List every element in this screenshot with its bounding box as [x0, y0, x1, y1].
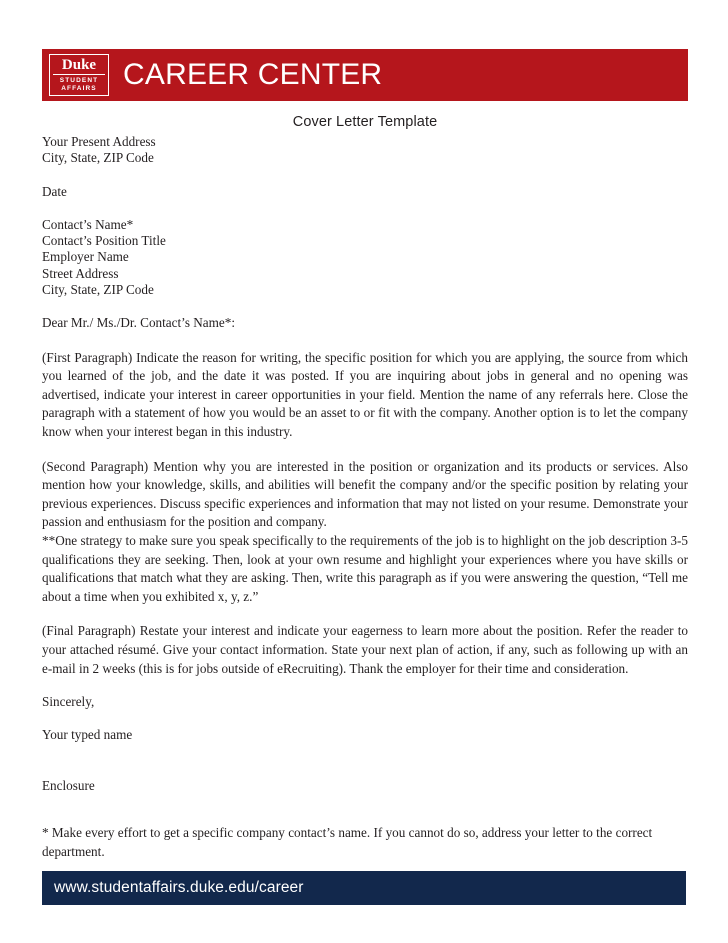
spacer — [42, 710, 688, 727]
recipient-address-line: Street Address — [42, 265, 119, 281]
footer-bar — [42, 871, 686, 905]
spacer — [42, 606, 688, 622]
paragraph-final: (Final Paragraph) Restate your interest and indicate your eagerness to learn more about the position. Refer the reader to your attached résumé. Give your contact information. State your next plan of action, if any, such as following up with an e-mail in 2 weeks (this is for jobs outside of eRecruiting). Thank the employer for their time and consideration. — [42, 623, 688, 676]
footer-url[interactable]: www.studentaffairs.duke.edu/career — [54, 879, 304, 896]
header-title: CAREER CENTER — [123, 58, 383, 91]
sender-address-block — [42, 134, 688, 167]
recipient-address-block — [42, 217, 688, 298]
spacer — [42, 678, 688, 694]
enclosure-block — [42, 778, 688, 794]
signature-name-line: Your typed name — [42, 727, 133, 743]
salutation-line: Dear Mr./ Ms./Dr. Contact’s Name*: — [42, 315, 236, 331]
closing — [42, 694, 688, 710]
duke-wordmark: Duke — [53, 57, 105, 75]
enclosure-line: Enclosure — [42, 777, 95, 793]
paragraph-first: (First Paragraph) Indicate the reason for writing, the specific position for which you are applying, the source from which you learned of the job, and the date it was posted. If you are inquiring about jobs in general and no opening was advertised, indicate your interest in career opportunities in your field. Mention the name of any referrals here. Close the paragraph with a statement of how you would be an asset to or fit with the company. Another option is to let the company know when your interest began in this industry. — [42, 349, 688, 440]
page-title: Cover Letter Template — [292, 114, 438, 130]
recipient-address-line: Contact’s Position Title — [42, 233, 166, 249]
spacer — [42, 298, 688, 315]
recipient-address-line: Contact’s Name* — [42, 216, 134, 232]
closing-line: Sincerely, — [42, 694, 95, 710]
signature-block — [42, 727, 688, 743]
duke-logo-subtitle-line2: AFFAIRS — [61, 85, 97, 92]
date-line: Date — [42, 183, 67, 199]
spacer — [42, 332, 688, 349]
duke-logo-subtitle — [53, 75, 105, 93]
spacer — [42, 167, 688, 184]
duke-logo-subtitle-line1: STUDENT — [59, 77, 99, 84]
spacer — [42, 442, 688, 458]
spacer — [42, 200, 688, 217]
paragraph-second: (Second Paragraph) Mention why you are interested in the position or organization and its products or services. Also mention how your knowledge, skills, and abilities will benefit the company and/or the specific position by relating your previous experiences. Discuss specific experiences and information that may not listed on your resume. Demonstrate your passion and enthusiasm for the position and company. — [42, 458, 688, 530]
sender-address-line: Your Present Address — [42, 134, 156, 149]
date-block — [42, 184, 688, 200]
sender-address-line: City, State, ZIP Code — [42, 150, 154, 166]
letter-body — [42, 106, 688, 861]
spacer — [42, 744, 688, 778]
recipient-address-line: Employer Name — [42, 249, 129, 265]
header-banner — [42, 49, 688, 101]
spacer — [42, 794, 688, 824]
paragraph-strategy-note: **One strategy to make sure you speak specifically to the requirements of the job is to highlight on the job description 3-5 qualifications they are seeking. Then, look at your own resume and highlight your experiences where you have skills or qualifications that match what they are asking. Then, write this paragraph as if you were answering the question, “Tell me about a time when you exhibited x, y, z.” — [42, 533, 688, 604]
duke-student-affairs-logo — [49, 54, 109, 96]
footnote: * Make every effort to get a specific company contact’s name. If you cannot do so, address your letter to the correct department. — [42, 825, 653, 859]
recipient-address-line: City, State, ZIP Code — [42, 282, 154, 298]
salutation — [42, 315, 688, 331]
